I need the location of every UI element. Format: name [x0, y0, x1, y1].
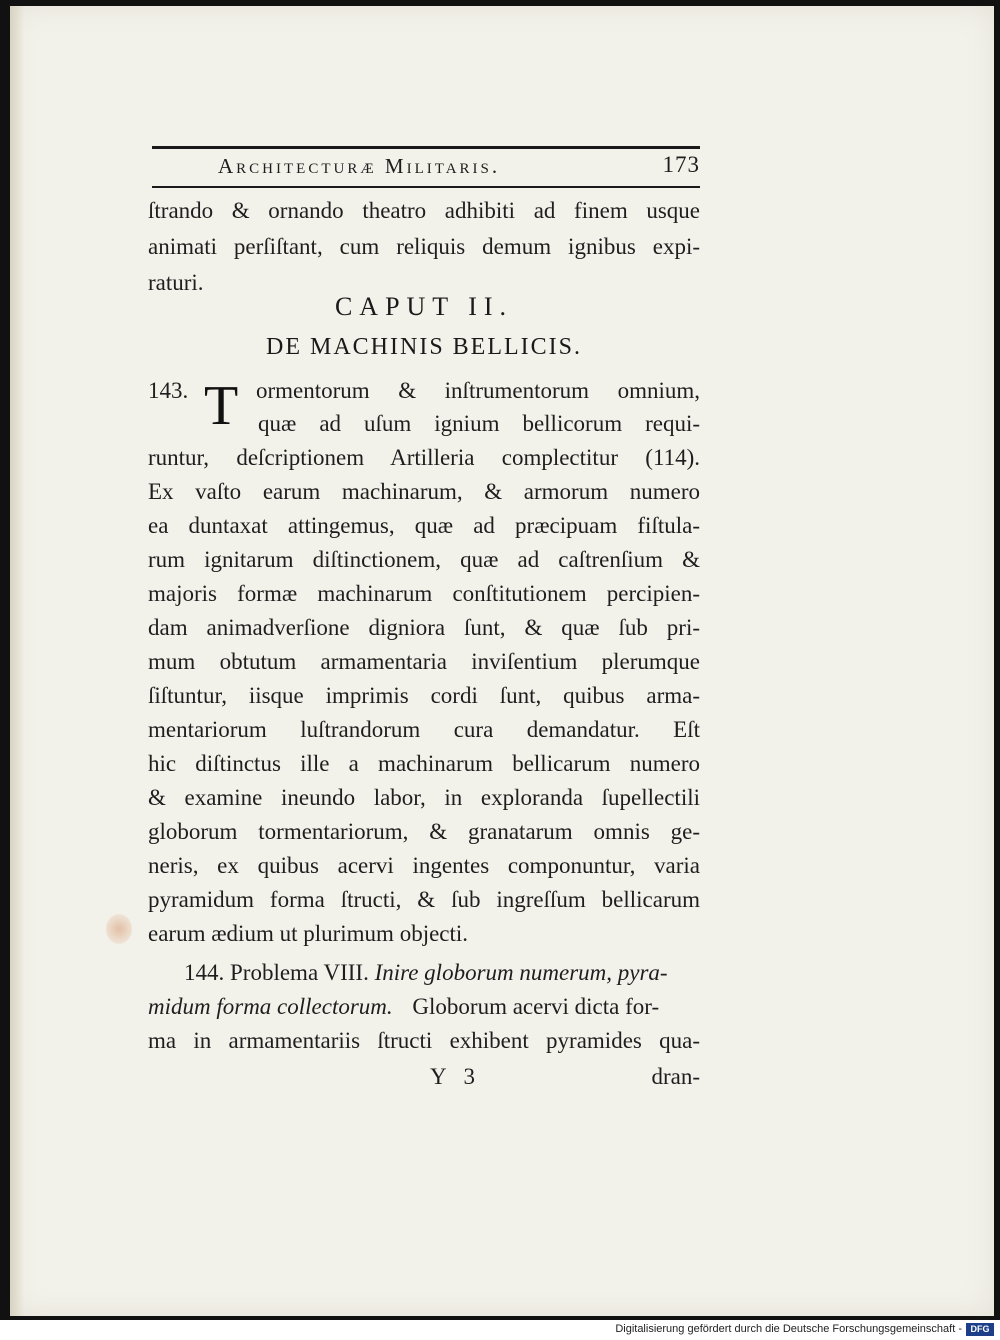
page-number: 173 — [662, 152, 700, 177]
text-fragment: Globorum acervi dicta for- — [412, 994, 660, 1019]
page-footer — [148, 1064, 700, 1098]
drop-capital: T — [204, 375, 239, 437]
signature-mark: Y 3 — [430, 1064, 482, 1089]
chapter-subtitle: DE MACHINIS BELLICIS. — [266, 334, 582, 360]
paper-stain — [106, 914, 132, 944]
running-head — [152, 150, 700, 184]
text-line: quæ ad uſum ignium bellicorum requi- — [258, 411, 700, 436]
text-line: globorum tormentariorum, & granatarum omnis ge- — [148, 819, 700, 844]
text-line: hic diſtinctus ille a machinarum bellicarum numero — [148, 751, 700, 776]
text-line: raturi. — [148, 270, 204, 295]
problem-label: Problema VIII. — [230, 960, 369, 985]
dfg-credit: Digitalisierung gefördert durch die Deutsche Forschungsgemeinschaft - — [615, 1323, 962, 1335]
text-line: runtur, deſcriptionem Artilleria complectitur (114). — [148, 445, 700, 470]
problem-title-continued: midum forma collectorum. — [148, 994, 393, 1019]
text-line: animati perſiſtant, cum reliquis demum ignibus expi- — [148, 234, 700, 259]
dfg-logo: DFG — [966, 1323, 994, 1336]
section-144-first-line — [184, 960, 700, 994]
header-rule-bottom — [152, 186, 700, 188]
credit-strip — [0, 1320, 1000, 1340]
paragraph-number: 143. — [148, 378, 189, 403]
text-line: ſtrando & ornando theatro adhibiti ad finem usque — [148, 198, 700, 223]
text-line: pyramidum forma ſtructi, & ſub ingreſſum bellicarum — [148, 887, 700, 912]
text-line: Ex vaſto earum machinarum, & armorum numero — [148, 479, 700, 504]
header-rule-top — [152, 146, 700, 149]
catchword: dran- — [651, 1064, 700, 1089]
problem-title: Inire globorum numerum, pyra- — [374, 960, 668, 985]
text-line: & examine ineundo labor, in exploranda ſupellectili — [148, 785, 700, 810]
text-line: majoris formæ machinarum conſtitutionem percipien- — [148, 581, 700, 606]
text-line: ormentorum & inſtrumentorum omnium, — [256, 378, 700, 403]
text-line: neris, ex quibus acervi ingentes componuntur, varia — [148, 853, 700, 878]
text-line: rum ignitarum diſtinctionem, quæ ad caſtrenſium & — [148, 547, 700, 572]
text-line: ma in armamentariis ſtructi exhibent pyramides qua- — [148, 1028, 700, 1053]
chapter-heading: CAPUT II. — [334, 292, 514, 321]
text-line: dam animadverſione digniora ſunt, & quæ ſub pri- — [148, 615, 700, 640]
text-line: ea duntaxat attingemus, quæ ad præcipuam fiſtula- — [148, 513, 700, 538]
text-line: mum obtutum armamentaria inviſentium plerumque — [148, 649, 700, 674]
text-line: ſiſtuntur, iisque imprimis cordi ſunt, quibus arma- — [148, 683, 700, 708]
section-144-second-line — [148, 994, 700, 1028]
paragraph-number: 144. — [184, 960, 225, 985]
running-title: Architecturæ Militaris. — [218, 154, 501, 178]
text-line: earum ædium ut plurimum objecti. — [148, 921, 469, 946]
text-line: mentariorum luſtrandorum cura demandatur. Eſt — [148, 717, 700, 742]
